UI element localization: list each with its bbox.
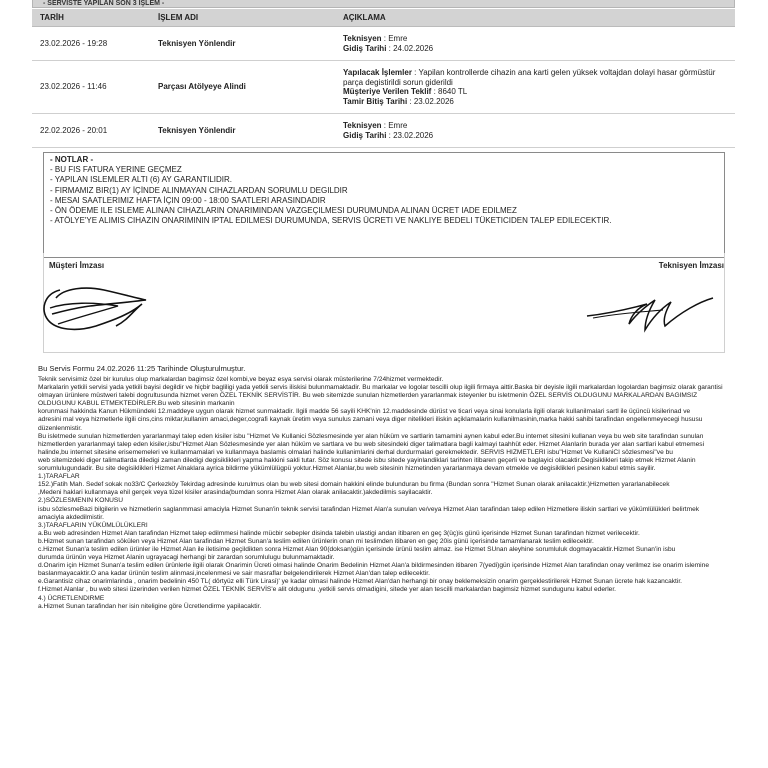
desc-value: : Emre: [381, 34, 408, 43]
row-date: 23.02.2026 - 19:28: [32, 27, 150, 61]
technician-signature-label: Teknisyen İmzası: [658, 261, 724, 270]
desc-value: : 23.02.2026: [386, 130, 434, 140]
operations-table: [32, 9, 735, 148]
col-op-header: İŞLEM ADI: [150, 9, 335, 27]
col-date-header: TARİH: [32, 9, 150, 27]
section-header: - SERVİSTE YAPILAN SON 3 İŞLEM -: [32, 0, 735, 8]
legal-paragraph: c.Hizmet Sunan'a teslim edilen ürünler ile Hizmet Alan ile iletisime geçildikten sonra Hizmet Alan 90(doksan)gün içerisinde ürünü teslim almaz. ise Hizmet SUnan aleyhine sorumluluk dogmayacaktir.Hizmet Sunan'in isbu: [38, 545, 676, 553]
row-date: 22.02.2026 - 20:01: [32, 114, 150, 148]
row-operation: Teknisyen Yönlendir: [150, 27, 335, 61]
col-desc-header: AÇIKLAMA: [335, 9, 735, 27]
note-item: - ATÖLYE'YE ALIMIS CIHAZIN ONARIMININ IPTAL EDILMESI DURUMUNDA, SERVIS ÜCRETI VE NAKLIYE BEDELI TÜKETICIDEN TALEP EDILECEKTIR.: [50, 216, 612, 226]
desc-label: Teknisyen: [343, 121, 382, 130]
row-operation: Parçası Atölyeye Alindi: [150, 61, 335, 114]
row-description: [335, 61, 735, 114]
note-item: - MESAI SAATLERIMIZ HAFTA İÇIN 09:00 - 18:00 SAATLERI ARASINDADIR: [50, 195, 326, 205]
table-row: [32, 61, 735, 114]
legal-paragraph: Bu isletmede sunulan hizmetlerden yararlanmayi talep eden kisiler isbu "Hizmet Ve Kullanici Sözlesmesinde yer alan hüküm ve sartlarin tamamini aynen kabul eder.Bu internet sitesini kullanan veya bu web site tarafindan sunulan: [38, 432, 704, 440]
desc-value: : 23.02.2026: [407, 96, 454, 106]
legal-paragraph: a.Bu web adresinden Hizmet Alan tarafindan Hizmet talep edilmmesi halinde mücbir sebepler disinda talebin ulastigi andan itibaren en geç 3(üç)is günü içerisinde Hizmet Sunan tarafindan hizmet verilecektir.: [38, 529, 640, 537]
legal-paragraph: 3.)TARAFLARIN YÜKÜMLÜLÜKLERI: [38, 521, 148, 529]
customer-signature-label: Müşteri İmzası: [49, 261, 105, 270]
desc-label: Tamir Bitiş Tarihi: [343, 96, 408, 106]
row-date: 23.02.2026 - 11:46: [32, 61, 150, 114]
legal-paragraph: amaciyla akdedilmistir.: [38, 513, 104, 521]
technician-signature-image: [585, 288, 715, 338]
legal-paragraph: 4.) ÜCRETLENDIRME: [38, 594, 105, 602]
note-item: - ÖN ÖDEME ILE ISLEME ALINAN CIHAZLARIN ONARIMINDAN VAZGEÇILMESI DURUMUNDA ALINAN ÜCRET IADE EDILMEZ: [50, 206, 517, 216]
legal-text: [38, 364, 730, 611]
legal-paragraph: Teknik servisimiz özel bir kurulus olup markalardan bagimsiz özel kombi,ve beyaz esya servisi olarak müsterilerine 7/24hizmet vermektedir.: [38, 376, 444, 383]
desc-label: Müşteriye Verilen Teklif: [343, 87, 432, 96]
legal-paragraph: 152.)Fatih Mah. Sedef sokak no33/C Çerkezköy Tekirdag adresinde kurulmus olan bu web sitesi domain hakkini elinde bulunduran bu firma (Bundan sonra "Hizmet Sunan olarak anilacaktir.)Hizmetten yararlanabilecek: [38, 481, 670, 489]
legal-paragraph: hizmetlerden yararlanmayi talep eden kisiler,isbu"Hizmet Alan Sözlesmesinde yer alan hüküm ve sartlara ve bu web sitesindeki diger talimatlara bagli kalmayi taahhüt eder. Hizmet Alanlarin burada yer alan sartlari kabul etmemesi: [38, 440, 705, 448]
desc-label: Gidiş Tarihi: [343, 130, 387, 140]
note-item: - YAPILAN ISLEMLER ALTI (6) AY GARANTILIDIR.: [50, 175, 232, 185]
legal-paragraph: durumda ürünün veya Hizmet Alanin ugrayacagi herhangi bir zarardan sorumlulugu bulunmamaktadir.: [38, 554, 335, 562]
legal-paragraph: isbu sözlesmeBazi bilgilerin ve hizmetlerin saglanmmasi amaciyla Hizmet Sunan'in teknik servisi tarafindan Hizmet Alan'a sunulan ve/veya Hizmet Alan tarafindan talep edilen Hizmetlere iliskin sartlari ve yükümlülükleri belirtmek: [38, 505, 700, 513]
table-row: [32, 27, 735, 61]
desc-label: Gidiş Tarihi: [343, 43, 387, 53]
legal-paragraph: halinde,bu internet sitesine erisememeleri ve kullanmamalari ve kullanmaya baslamis olmalari halinde kullanimlarini derhal durdurmalari gerekmektedir. SERVIS HIZMETLERI isbu"Hizmet Ve KullaniCI sözlesmesi"ve bu: [38, 448, 673, 456]
desc-label: Yapılacak İşlemler: [343, 68, 412, 77]
row-description: [335, 27, 735, 61]
legal-paragraph: web sitemizdeki diger talimatlarda diledigi zaman diledigi degisiklikleri yapma hakkini sakli tutar. Söz konusu sitede isbu sitede yayinlandiklari tarihten itibaren geçerli ve baglayici olacaktir.Degisiklikleri takip etmek Hizmet Alanin: [38, 456, 696, 464]
form-created-line: Bu Servis Formu 24.02.2026 11:25 Tarihinde Oluşturulmuştur.: [38, 364, 246, 373]
legal-paragraph: d.Onarim için Hizmet Sunan'a teslim edilen ürünlerle ilgili olarak Onarimin Ücreti olmasi halinde Onarim Bedelinin Hizmet Alan'a bildirmesinden itibaren 7(yedi)gün içerisinde Hizmet Alan tarafindan onay verilmez ise onarim islemine: [38, 562, 709, 570]
desc-value: : Emre: [381, 121, 408, 130]
legal-paragraph: e.Garantisiz cihaz onarimlarinda , onarim bedelinin 450 TL( dörtyüz elli Türk Lirasi)' ye kadar olmasi halinde Hizmet Alan'dan herhangi bir onay beklemeksizin onarim gerçeklestirilerek Hizmet Sunan ücrete hak kazancaktir.: [38, 578, 683, 586]
legal-paragraph: b.Hizmet sunan tarafindan sökülen veya Hizmet Alan tarafindan Hizmet Sunan'a teslim edilen ürünlerin onan mi teslimden itibaren en geç 20is günü içerisinde tamamlanarak teslim edilecektir.: [38, 537, 594, 545]
notes-box: [43, 152, 725, 258]
legal-paragraph: baslanmayacaktir.O ana kadar ürünün teslim alinmasi,incelenmesi ve sair masraflar belgelendirilerek Hizmet Alan'dan talep edilecektir.: [38, 570, 430, 578]
legal-paragraph: Markalarin yetkili servisi yada yetkili bayisi degildir ve hiçbir bagliligi yada yetkili servis iliskisi bulunmamaktadir. Bu markalar ve logolar tescilli olup ilgili firmaya aittir.Baska bir deyisle ilgili markalardan logolardan bagimsiz olarak garantisi olmayan ürünlere müstweri talebi dogrultusunda hizmet veren ÖZEL TEKNİK SERVİSTİR. Bu web sitemizde sunulan hizmetlerden yararlanmak isteyenler bu isletmenin ÖZEL SERVİS OLDUGUNU MARKALARDAN BAGIMSIZ OLDUGUNU KABUL ETMEKTEDİRLER.Bu web sitesinin markanin: [38, 384, 723, 408]
notes-title: - NOTLAR -: [50, 155, 94, 164]
row-description: [335, 114, 735, 148]
row-operation: Teknisyen Yönlendir: [150, 114, 335, 148]
note-item: - BU FIS FATURA YERINE GEÇMEZ: [50, 165, 182, 175]
legal-paragraph: korunmasi hakkinda Kanun Hükmündeki 12.maddeye uygun olarak hizmet sunmaktadir. Ilgili madde 56 sayili KHK'nin 12.maddesinde dürüst ve ticari veya sinai konularla ilgili olarak kullanilmalari sartl ile üçüncü kisilerinad ve: [38, 408, 691, 416]
notes-list: [50, 165, 718, 226]
desc-value: : 24.02.2026: [386, 43, 434, 53]
desc-value: : Yapilan kontrollerde cihazin ana karti gelen yüksek voltajdan dolayi hasar görmüstür parça degistirildi sorun giderildi: [343, 68, 716, 87]
legal-paragraph: ,Medeni haklari kullanmaya ehil gerçek veya tüzel kisiler arasinda(bumdan sonra Hizmet Alan olarak anilacaktir.)akdedilmis sayilacaktir.: [38, 489, 433, 497]
legal-paragraph: 1.)TARAFLAR: [38, 473, 80, 481]
desc-value: : 8640 TL: [431, 87, 468, 96]
legal-paragraph: düzenlenmistir.: [38, 424, 82, 432]
legal-paragraph: adresini mal veya hizmetlerle ilgili cins,cins miktar,kullanim amaci,deger,cografi kaynak üretim veya sunulus zamani veya diger nitelikleri iliskin açiklamalarin kullanilmasinin,marka hakki sahibi tarafindan engellenmeyecegi hususu: [38, 416, 703, 424]
table-row: [32, 114, 735, 148]
customer-signature-image: [38, 280, 148, 338]
legal-paragraph: 2.)SÖZLESMENIN KONUSU: [38, 497, 124, 505]
desc-label: Teknisyen: [343, 34, 382, 43]
note-item: - FIRMAMIZ BIR(1) AY İÇİNDE ALINMAYAN CIHAZLARDAN SORUMLU DEGILDIR: [50, 185, 348, 195]
legal-paragraph: f.Hizmet Alanlar , bu web sitesi üzerinden verilen hizmet ÖZEL TEKNİK SERVİS'e alit oldugunu ,yetkili servis olmadigini, sitede yer alan tescilli markalardan bagimsiz hizmet sundugunu kabul ederler.: [38, 586, 616, 594]
legal-paragraph: sorumlulugundadir. Bu site degisiklikleri Hizmet Alnaklara ayrica bildirme yükümlülügpü yoktur.Hizmet Alanlar,bu web sitesinin hizmetinden yararlanmaya devam etmekle ve degisiklikleri pesinen kabul etmis sayilir.: [38, 465, 656, 473]
legal-paragraph: a.Hizmet Sunan tarafindan her isin niteligine göre Ücretlendirme yapilacaktir.: [38, 602, 262, 610]
table-header-row: [32, 9, 735, 27]
